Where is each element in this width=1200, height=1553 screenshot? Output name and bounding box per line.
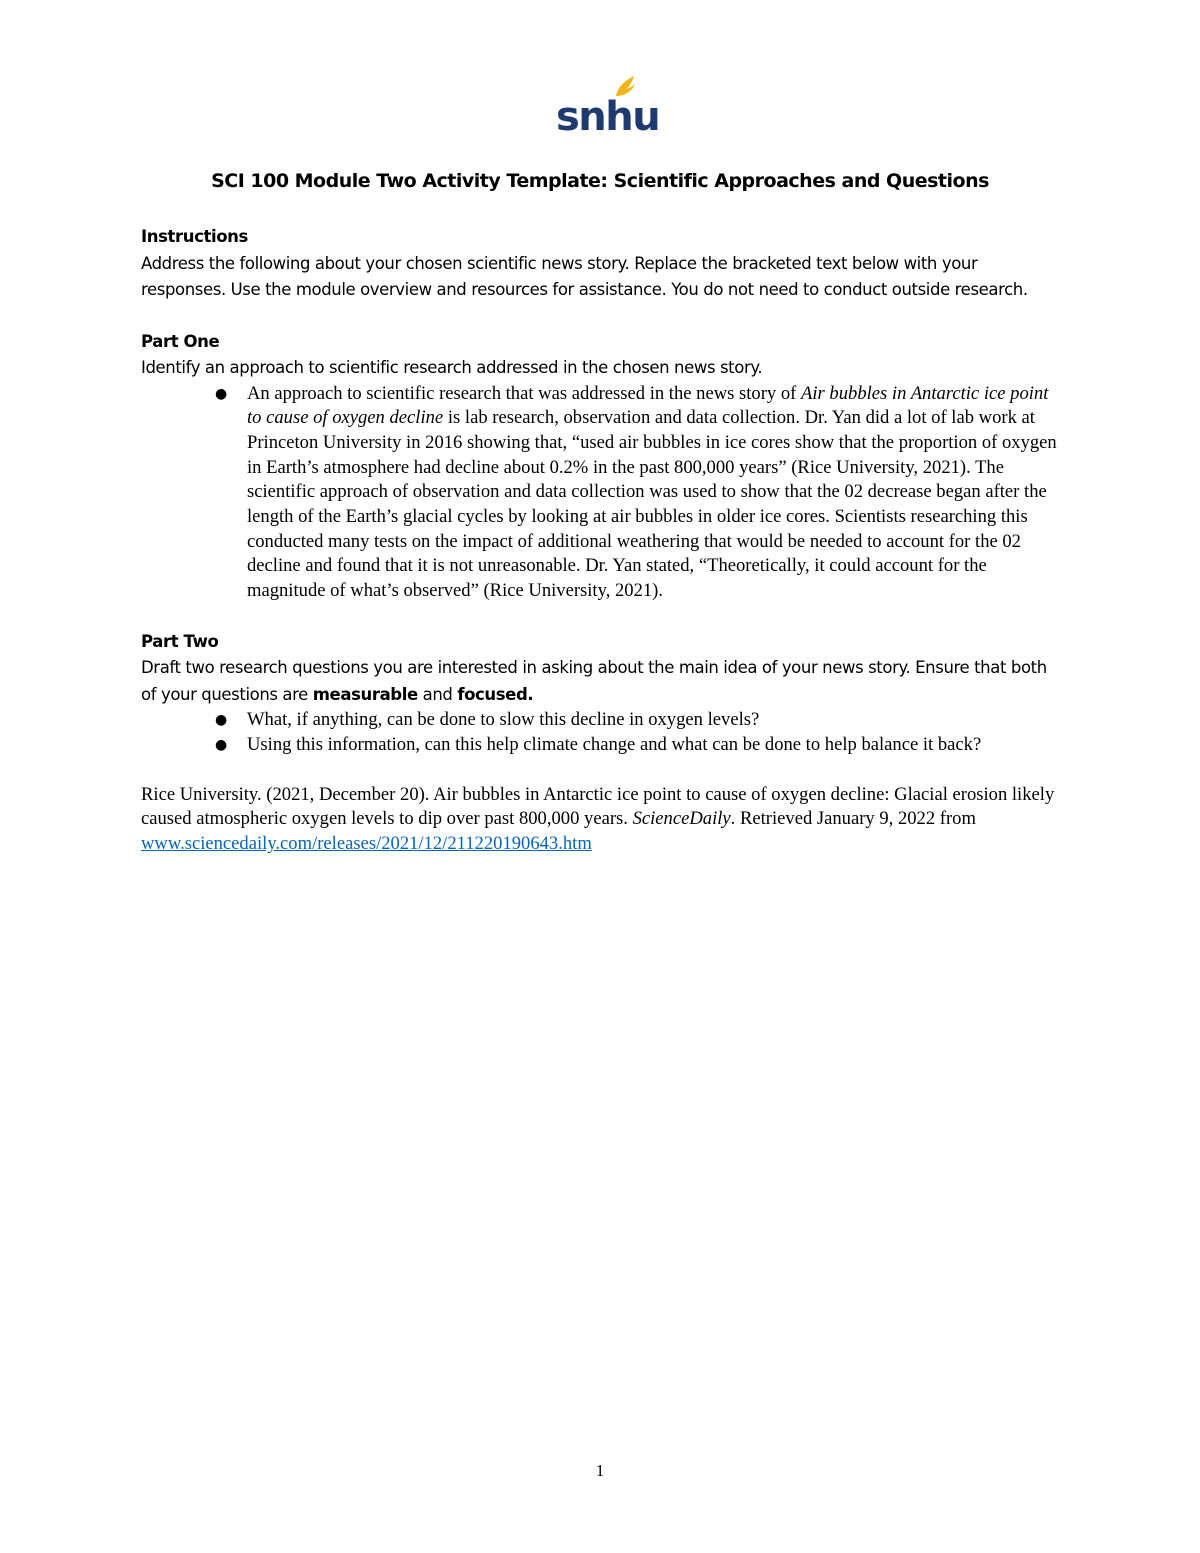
document-body [141,224,1061,857]
list-item [215,382,1061,604]
snhu-logo [556,74,660,140]
instructions-text: Address the following about your chosen scientific news story. Replace the bracketed text below with your responses. Use the module overview and resources for assistance. You do not need to conduct outside research. [141,253,1028,299]
list-item [215,708,1061,733]
prompt-and: and [417,684,458,704]
bullet-icon: ● [215,712,228,729]
research-question-1: What, if anything, can be done to slow this decline in oxygen levels? [247,709,760,731]
prompt-focused: focused. [457,684,534,704]
answer-lead: An approach to scientific research that was addressed in the news story of [247,382,802,404]
logo-wordmark: snhu [556,94,660,140]
reference-retrieved: . Retrieved January 9, 2022 from [730,808,976,830]
reference-section [141,783,1061,857]
reference-journal: ScienceDaily [632,808,731,830]
reference-text: Rice University. (2021, December 20). Air bubbles in Antarctic ice point to cause of oxygen decline: Glacial erosion likely caused atmospheric oxygen levels to dip over past 800,000 years. [141,783,1055,830]
story-title: Air bubbles in Antarctic ice point to cause of oxygen decline [247,382,1049,429]
part-one-section [141,329,1061,604]
reference-citation [141,783,1061,857]
list-item [215,733,1061,758]
page-title: SCI 100 Module Two Activity Template: Scientific Approaches and Questions [211,170,989,192]
part-two-section [141,629,1061,758]
instructions-heading: Instructions [141,227,248,246]
part-two-heading: Part Two [141,631,219,651]
part-one-answer-list [141,382,1061,604]
prompt-measurable: measurable [312,684,418,704]
bullet-icon: ● [215,385,228,402]
snhu-logo-graphic [556,74,660,140]
part-one-prompt: Identify an approach to scientific research addressed in the chosen news story. [141,358,763,377]
page-number: 1 [595,1461,605,1480]
research-questions-list [141,708,1061,757]
flame-icon [616,76,635,96]
part-one-heading: Part One [141,331,220,351]
prompt-lead: Draft two research questions you are interested in asking about the main idea of your news story. Ensure that both of your questions are [141,658,1047,704]
research-question-2: Using this information, can this help climate change and what can be done to help balance it back? [247,734,982,756]
instructions-section [141,224,1061,304]
reference-link[interactable]: www.sciencedaily.com/releases/2021/12/211220190643.htm [141,833,592,855]
answer-rest: is lab research, observation and data collection. Dr. Yan did a lot of lab work at Princeton University in 2016 showing that, “used air bubbles in ice cores show that the proportion of oxygen in Earth’s atmosphere had decline about 0.2% in the past 800,000 years” (Rice University, 2021). The scientific approach of observation and data collection was used to show that the 02 decrease began after the length of the Earth’s glacial cycles by looking at air bubbles in older ice cores. Scientists researching this conducted many tests on the impact of additional weathering that would be needed to account for the 02 decline and found that it is not unreasonable. Dr. Yan stated, “Theoretically, it could account for the magnitude of what’s observed” (Rice University, 2021). [247,407,1057,602]
part-two-prompt [141,655,1061,708]
bullet-icon: ● [215,737,228,754]
